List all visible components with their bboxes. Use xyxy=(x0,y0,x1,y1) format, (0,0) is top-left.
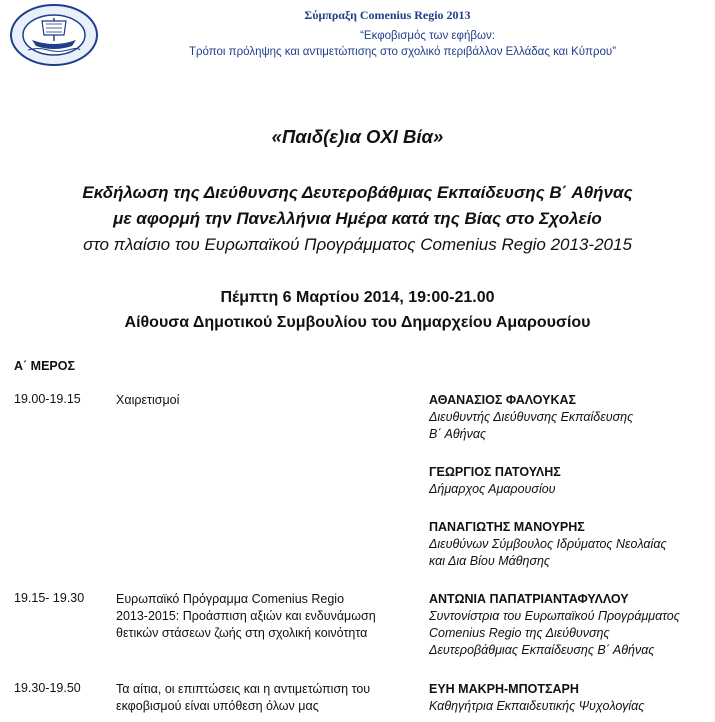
topic-line: θετικών στάσεων ζωής στη σχολική κοινότητα xyxy=(116,626,368,640)
speaker xyxy=(429,591,714,659)
row-time: 19.00-19.15 xyxy=(14,392,81,406)
topic-line: Τα αίτια, οι επιπτώσεις και η αντιμετώπιση του xyxy=(116,682,371,696)
speaker-role: Διευθυντής Διεύθυνσης Εκπαίδευσης xyxy=(429,410,634,424)
event-venue: Αίθουσα Δημοτικού Συμβουλίου του Δημαρχείου Αμαρουσίου xyxy=(124,314,591,331)
speaker xyxy=(429,392,714,443)
row-time: 19.30-19.50 xyxy=(14,681,81,695)
row-topic xyxy=(116,392,416,409)
event-line-1: Εκδήλωση της Διεύθυνσης Δευτεροβάθμιας Εκπαίδευσης Β΄ Αθήνας xyxy=(82,183,633,202)
speaker xyxy=(429,464,714,498)
topic-line: 2013-2015: Προάσπιση αξιών και ενδυνάμωση xyxy=(116,609,376,623)
topic-line: Ευρωπαϊκό Πρόγραμμα Comenius Regio xyxy=(116,592,345,606)
part-label: Α΄ ΜΕΡΟΣ xyxy=(14,359,75,373)
speaker-name: ΠΑΝΑΓΙΩΤΗΣ ΜΑΝΟΥΡΗΣ xyxy=(429,520,585,534)
speaker-name: ΕΥΗ ΜΑΚΡΗ-ΜΠΟΤΣΑΡΗ xyxy=(429,682,579,696)
row-time: 19.15- 19.30 xyxy=(14,591,85,605)
event-line-3: στο πλαίσιο του Ευρωπαϊκού Προγράμματος Comenius Regio 2013-2015 xyxy=(83,235,632,254)
speaker-name: ΑΘΑΝΑΣΙΟΣ ΦΑΛΟΥΚΑΣ xyxy=(429,393,577,407)
speaker-role: Δήμαρχος Αμαρουσίου xyxy=(429,482,556,496)
speaker-role: Καθηγήτρια Εκπαιδευτικής Ψυχολογίας xyxy=(429,699,645,713)
header-title: Σύμπραξη Comenius Regio 2013 xyxy=(304,8,471,22)
header-subtitle-2: Τρόποι πρόληψης και αντιμετώπισης στο σχολικό περιβάλλον Ελλάδας και Κύπρου” xyxy=(188,46,617,58)
event-date: Πέμπτη 6 Μαρτίου 2014, 19:00-21.00 xyxy=(220,289,495,306)
row-topic xyxy=(116,681,416,715)
event-line-2: με αφορμή την Πανελλήνια Ημέρα κατά της Βίας στο Σχολείο xyxy=(113,209,602,228)
speaker-role: Συντονίστρια του Ευρωπαϊκού Προγράμματος xyxy=(429,609,680,623)
speaker-role: Διευθύνων Σύμβουλος Ιδρύματος Νεολαίας xyxy=(429,537,667,551)
header-subtitle-1: “Εκφοβισμός των εφήβων: xyxy=(360,30,495,42)
row-topic xyxy=(116,591,416,642)
event-title: «Παιδ(ε)ια ΟΧΙ Βία» xyxy=(271,126,444,147)
speaker xyxy=(429,519,714,570)
speaker-role: και Δια Βίου Μάθησης xyxy=(429,554,551,568)
speaker-name: ΓΕΩΡΓΙΟΣ ΠΑΤΟΥΛΗΣ xyxy=(429,465,561,479)
speaker xyxy=(429,681,714,715)
topic-line: εκφοβισμού είναι υπόθεση όλων μας xyxy=(116,699,319,713)
speaker-role: Δευτεροβάθμιας Εκπαίδευσης Β΄ Αθήνας xyxy=(429,643,655,657)
speaker-name: ΑΝΤΩΝΙΑ ΠΑΠΑΤΡΙΑΝΤΑΦΥΛΛΟΥ xyxy=(429,592,629,606)
speaker-role: Β΄ Αθήνας xyxy=(429,427,487,441)
topic-line: Χαιρετισμοί xyxy=(116,393,180,407)
speaker-role: Comenius Regio της Διεύθυνσης xyxy=(429,626,610,640)
